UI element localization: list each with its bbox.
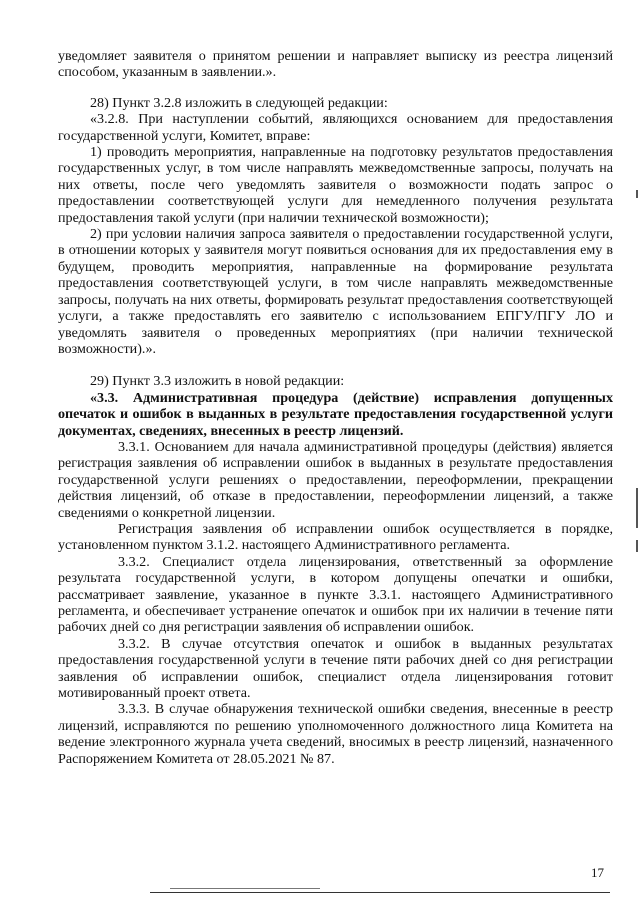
paragraph-item-28: 28) Пункт 3.2.8 изложить в следующей редакции:	[90, 94, 388, 111]
scan-edge-mark	[636, 488, 638, 528]
scan-artifact-line	[150, 892, 610, 893]
paragraph-registration: Регистрация заявления об исправлении ошибок осуществляется в порядке, установленном пунктом 3.1.2. настоящего Административного регламента.	[58, 520, 613, 554]
paragraph-item-29: 29) Пункт 3.3 изложить в новой редакции:	[90, 373, 345, 390]
paragraph-3-3-2-b: 3.3.2. В случае отсутствия опечаток и ошибок в выданных результатах предоставления государственной услуги в течение пяти рабочих дней со дня регистрации заявления об исправлении ошибок, специалист отдела лицензирования готовит мотивированный проект ответа.	[58, 635, 613, 702]
paragraph-gap	[58, 357, 613, 373]
scan-artifact-line	[170, 888, 320, 889]
document-page	[58, 48, 613, 767]
paragraph-continuation: уведомляет заявителя о принятом решении и направляет выписку из реестра лицензий способом, указанным в заявлении.».	[58, 48, 613, 81]
paragraph-subitem-2: 2) при условии наличия запроса заявителя о предоставлении государственной услуги, в отношении которых у заявителя могут появиться основания для их предоставления ему в будущем, проводить мероприятия, направленные на формирование результата предоставления соответствующей услуги, в том числе направлять межведомственные запросы, получать на них ответы, формировать результат предоставления соответствующей услуги, а также предоставлять его заявителю с использованием ЕПГУ/ПГУ ЛО и уведомлять заявителя о проведенных мероприятиях (при наличии технической возможности).».	[58, 226, 613, 357]
scan-edge-mark	[636, 190, 638, 198]
page-number: 17	[591, 865, 604, 880]
paragraph-3-3-3: 3.3.3. В случае обнаружения технической ошибки сведения, внесенные в реестр лицензий, исправляются по решению уполномоченного должностного лица Комитета на ведение электронного журнала учета сведений, вносимых в реестр лицензий, назначенного Распоряжением Комитета от 28.05.2021 № 87.	[58, 701, 613, 767]
section-heading-3-3: «3.3. Административная процедура (действие) исправления допущенных опечаток и ошибок в выданных в результате предоставления государственной услуги документах, сведениях, внесенных в реестр лицензий.	[58, 389, 613, 439]
scan-edge-mark	[636, 540, 638, 552]
paragraph-3-2-8: «3.2.8. При наступлении событий, являющихся основанием для предоставления государственной услуги, Комитет, вправе:	[58, 111, 613, 144]
paragraph-3-3-1: 3.3.1. Основанием для начала административной процедуры (действия) является регистрация заявления об исправлении ошибок в выданных в результате предоставления государственной услуги решениях о предоставлении, переоформлении, прекращении действия лицензий, об отказе в предоставлении, переоформлении лицензий, а также сведениями о конкретной лицензии.	[58, 438, 613, 521]
paragraph-3-3-2-a: 3.3.2. Специалист отдела лицензирования, ответственный за оформление результата государственной услуги, в котором допущены опечатки и ошибки, рассматривает заявление, указанное в пункте 3.3.1. настоящего Административного регламента, и обеспечивает устранение опечаток и ошибок при их наличии в течение пяти рабочих дней со дня регистрации заявления об исправлении ошибок.	[58, 553, 613, 636]
paragraph-subitem-1: 1) проводить мероприятия, направленные на подготовку результатов предоставления государственных услуг, в том числе направлять межведомственные запросы, получать на них ответы, после чего уведомлять заявителя о возможности подать запрос о предоставлении соответствующей услуги для немедленного получения результата предоставления такой услуги (при наличии технической возможности);	[58, 144, 613, 226]
paragraph-gap	[58, 81, 613, 95]
